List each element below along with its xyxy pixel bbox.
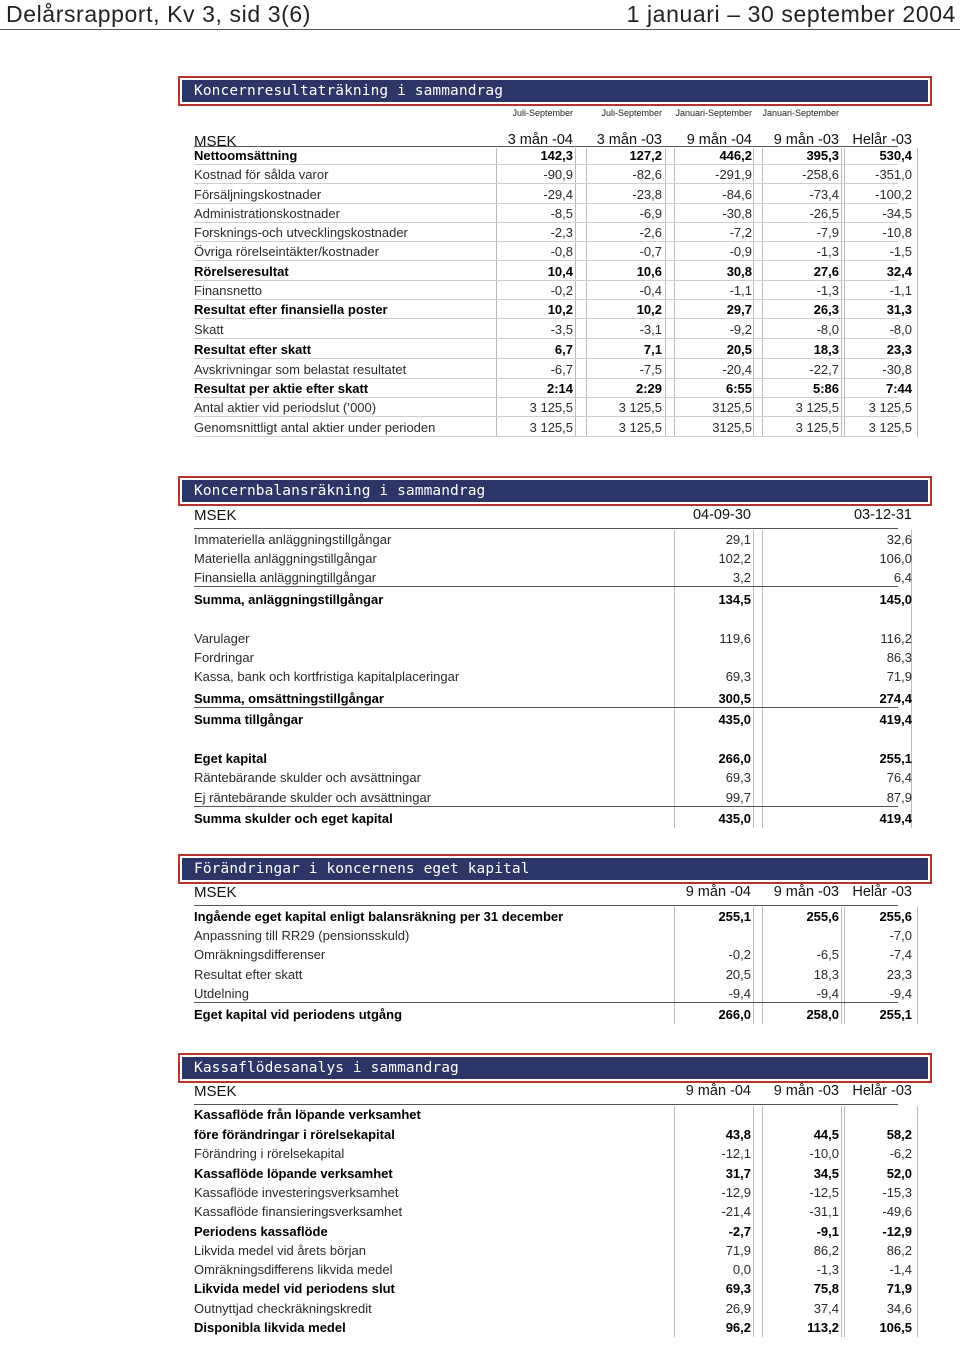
row-value: 6:55: [725, 381, 752, 396]
row-value: 69,3: [725, 770, 751, 785]
table-row: [194, 320, 912, 339]
row-label: Ingående eget kapital enligt balansräkning per 31 december: [194, 909, 564, 924]
row-value: -9,4: [816, 986, 839, 1001]
row-value: 274,4: [879, 691, 912, 706]
table-row: [194, 1318, 912, 1337]
row-value: -6,2: [889, 1146, 912, 1161]
row-label: Fordringar: [194, 650, 254, 665]
row-label: Utdelning: [194, 986, 249, 1001]
income-statement-title: Koncernresultaträkning i sammandrag: [180, 78, 930, 104]
row-value: 102,2: [718, 551, 751, 566]
table-row: [194, 926, 912, 945]
table-row: [194, 1222, 912, 1241]
row-label: Outnyttjad checkräkningskredit: [194, 1301, 372, 1316]
row-divider: [194, 338, 898, 339]
table-row: [194, 1183, 912, 1202]
row-label: Kassaflöde från löpande verksamhet: [194, 1107, 421, 1122]
row-value: 255,6: [806, 909, 839, 924]
row-label: Summa tillgångar: [194, 712, 304, 727]
table-row: [194, 281, 912, 300]
row-value: -8,0: [816, 322, 839, 337]
row-value: 395,3: [806, 148, 839, 163]
column-heading: Helår -03: [852, 884, 912, 900]
row-value: -0,4: [639, 283, 662, 298]
column-subheading: Januari-September: [762, 108, 839, 118]
row-label: Omräkningsdifferenser: [194, 947, 326, 962]
table-row: [194, 568, 912, 587]
row-label: Kassaflöde investeringsverksamhet: [194, 1185, 399, 1200]
row-value: 142,3: [540, 148, 573, 163]
row-value: 26,3: [813, 302, 839, 317]
table-row: [194, 1125, 912, 1144]
row-value: 266,0: [718, 1007, 751, 1022]
row-value: 3 125,5: [795, 400, 839, 415]
column-heading: 9 mån -04: [685, 884, 751, 900]
row-value: -34,5: [882, 206, 912, 221]
row-value: 255,1: [879, 751, 912, 766]
column-heading: Helår -03: [852, 1083, 912, 1099]
row-divider: [194, 806, 898, 807]
row-value: 258,0: [806, 1007, 839, 1022]
row-value: -6,7: [550, 362, 573, 377]
row-value: 6,7: [554, 342, 573, 357]
table-row: [194, 1005, 912, 1024]
row-value: 23,3: [886, 342, 912, 357]
balance-sheet-title: Koncernbalansräkning i sammandrag: [180, 478, 930, 504]
row-label: Eget kapital vid periodens utgång: [194, 1007, 403, 1022]
row-value: 10,2: [547, 302, 573, 317]
row-value: -291,9: [715, 167, 752, 182]
row-value: -0,7: [639, 244, 662, 259]
row-label: Summa skulder och eget kapital: [194, 811, 393, 826]
equity-changes-title: Förändringar i koncernens eget kapital: [180, 856, 930, 882]
row-value: 30,8: [726, 264, 752, 279]
row-value: 3 125,5: [529, 420, 573, 435]
row-value: -84,6: [722, 187, 752, 202]
unit-label: MSEK: [194, 133, 237, 150]
row-value: 3 125,5: [529, 400, 573, 415]
row-value: 71,9: [886, 669, 912, 684]
row-label: Avskrivningar som belastat resultatet: [194, 362, 407, 377]
row-value: -1,1: [729, 283, 752, 298]
row-value: 37,4: [813, 1301, 839, 1316]
row-value: -73,4: [809, 187, 839, 202]
column-heading: 9 mån -03: [773, 884, 839, 900]
table-row: [194, 223, 912, 242]
column-subheading: Juli-September: [601, 108, 662, 118]
table-row: [194, 749, 912, 768]
row-value: -12,9: [721, 1185, 751, 1200]
row-value: 106,5: [879, 1320, 912, 1335]
table-row: [194, 788, 912, 807]
row-value: -9,1: [816, 1224, 839, 1239]
unit-label: MSEK: [194, 1083, 237, 1100]
row-value: -10,8: [882, 225, 912, 240]
table-row: [194, 907, 912, 926]
row-value: 145,0: [879, 592, 912, 607]
row-value: -0,8: [550, 244, 573, 259]
row-value: 75,8: [813, 1281, 839, 1296]
column-heading: 3 mån -04: [507, 132, 573, 148]
row-value: 29,1: [725, 532, 751, 547]
row-divider: [194, 707, 898, 708]
table-row: [194, 165, 912, 184]
row-value: -2,7: [728, 1224, 751, 1239]
row-value: 34,5: [813, 1166, 839, 1181]
column-heading: 9 mån -04: [685, 1083, 751, 1099]
table-row: [194, 360, 912, 379]
row-label: Disponibla likvida medel: [194, 1320, 346, 1335]
row-value: -30,8: [882, 362, 912, 377]
row-value: 446,2: [719, 148, 752, 163]
row-value: 530,4: [879, 148, 912, 163]
row-value: 27,6: [813, 264, 839, 279]
row-value: 71,9: [886, 1281, 912, 1296]
header-divider: [194, 905, 898, 906]
row-label: Antal aktier vid periodslut (’000): [194, 400, 377, 415]
row-value: -12,9: [882, 1224, 912, 1239]
row-value: 31,3: [886, 302, 912, 317]
row-value: 43,8: [725, 1127, 751, 1142]
column-heading: 3 mån -03: [596, 132, 662, 148]
table-row: [194, 710, 912, 729]
row-value: 0,0: [732, 1262, 751, 1277]
column-subheading: Januari-September: [675, 108, 752, 118]
row-value: 3 125,5: [618, 420, 662, 435]
row-value: 20,5: [725, 967, 751, 982]
row-value: 58,2: [886, 1127, 912, 1142]
table-row: [194, 629, 912, 648]
table-row: [194, 945, 912, 964]
row-label: Likvida medel vid årets början: [194, 1243, 366, 1258]
row-value: 18,3: [813, 967, 839, 982]
row-value: 71,9: [725, 1243, 751, 1258]
row-value: 419,4: [879, 811, 912, 826]
row-label: Finansnetto: [194, 283, 262, 298]
row-value: -10,0: [809, 1146, 839, 1161]
row-label: Forsknings-och utvecklingskostnader: [194, 225, 408, 240]
table-row: [194, 809, 912, 828]
row-value: 86,3: [886, 650, 912, 665]
row-value: 127,2: [629, 148, 662, 163]
row-value: -7,4: [889, 947, 912, 962]
row-value: 3 125,5: [795, 420, 839, 435]
row-value: 134,5: [718, 592, 751, 607]
row-value: -1,1: [889, 283, 912, 298]
table-row: [194, 1279, 912, 1298]
row-value: 3,2: [732, 570, 751, 585]
row-label: Resultat efter finansiella poster: [194, 302, 388, 317]
income-statement-section: [180, 78, 930, 458]
row-label: Summa, omsättningstillgångar: [194, 691, 384, 706]
row-value: 3 125,5: [868, 420, 912, 435]
row-label: Resultat per aktie efter skatt: [194, 381, 369, 396]
row-value: 3 125,5: [868, 400, 912, 415]
row-value: 26,9: [725, 1301, 751, 1316]
row-value: -7,0: [889, 928, 912, 943]
report-period: 1 januari – 30 september 2004: [626, 1, 956, 27]
row-value: 69,3: [725, 669, 751, 684]
row-value: 23,3: [886, 967, 912, 982]
column-heading: 04-09-30: [692, 507, 751, 523]
row-label: Materiella anläggningstillgångar: [194, 551, 377, 566]
row-label: Kassaflöde löpande verksamhet: [194, 1166, 393, 1181]
table-row: [194, 1105, 898, 1124]
row-value: 119,6: [719, 631, 751, 646]
row-value: 3 125,5: [618, 400, 662, 415]
table-row: [194, 418, 912, 437]
row-value: -7,5: [639, 362, 662, 377]
row-label: Räntebärande skulder och avsättningar: [194, 770, 421, 785]
row-value: -49,6: [882, 1204, 912, 1219]
row-divider: [194, 318, 898, 319]
table-row: [194, 689, 912, 708]
row-value: 86,2: [813, 1243, 839, 1258]
table-row: [194, 667, 912, 686]
table-row: [194, 1241, 912, 1260]
row-value: -21,4: [721, 1204, 751, 1219]
row-value: -9,4: [728, 986, 751, 1001]
row-value: 87,9: [886, 790, 912, 805]
table-row: [194, 262, 912, 281]
row-label: Likvida medel vid periodens slut: [194, 1281, 395, 1296]
row-label: Anpassning till RR29 (pensionsskuld): [194, 928, 410, 943]
table-row: [194, 965, 912, 984]
row-value: 3125,5: [712, 400, 752, 415]
row-divider: [194, 586, 898, 587]
row-value: -1,3: [816, 244, 839, 259]
row-value: -1,3: [816, 283, 839, 298]
row-value: 3125,5: [712, 420, 752, 435]
row-value: -2,3: [550, 225, 573, 240]
unit-label: MSEK: [194, 884, 237, 901]
row-value: 255,1: [718, 909, 751, 924]
equity-changes-section: [180, 856, 930, 1036]
row-value: 266,0: [718, 751, 751, 766]
row-label: Förändring i rörelsekapital: [194, 1146, 345, 1161]
cashflow-section: [180, 1055, 930, 1345]
row-label: Nettoomsättning: [194, 148, 298, 163]
table-row: [194, 300, 912, 319]
row-label: Försäljningskostnader: [194, 187, 322, 202]
row-value: -1,4: [889, 1262, 912, 1277]
row-label: Kassa, bank och kortfristiga kapitalplaceringar: [194, 669, 460, 684]
row-value: -3,5: [550, 322, 573, 337]
row-value: 34,6: [886, 1301, 912, 1316]
table-row: [194, 984, 912, 1003]
row-divider: [194, 436, 898, 437]
row-value: 18,3: [813, 342, 839, 357]
row-value: -0,2: [550, 283, 573, 298]
row-value: 76,4: [886, 770, 912, 785]
row-value: 106,0: [879, 551, 912, 566]
row-value: -31,1: [809, 1204, 839, 1219]
table-row: [194, 1202, 912, 1221]
column-heading: 9 mån -03: [773, 1083, 839, 1099]
table-header: [194, 1081, 912, 1104]
column-subheading: Juli-September: [512, 108, 573, 118]
row-value: 2:14: [546, 381, 573, 396]
row-divider: [194, 416, 898, 417]
row-value: -7,2: [729, 225, 752, 240]
row-value: 32,4: [886, 264, 912, 279]
row-value: 255,1: [879, 1007, 912, 1022]
row-label: Genomsnittligt antal aktier under perioden: [194, 420, 436, 435]
row-value: -6,5: [816, 947, 839, 962]
row-divider: [194, 1002, 898, 1003]
row-value: 96,2: [725, 1320, 751, 1335]
row-value: 29,7: [726, 302, 752, 317]
row-value: -0,9: [729, 244, 752, 259]
row-value: -351,0: [875, 167, 912, 182]
row-value: 255,6: [879, 909, 912, 924]
cashflow-title: Kassaflödesanalys i sammandrag: [180, 1055, 930, 1081]
row-value: -12,5: [809, 1185, 839, 1200]
table-header: [194, 108, 912, 150]
row-value: 10,6: [636, 264, 662, 279]
row-value: -15,3: [882, 1185, 912, 1200]
row-value: -23,8: [632, 187, 662, 202]
column-heading: 9 mån -04: [686, 132, 752, 148]
row-value: 435,0: [718, 712, 751, 727]
row-value: -3,1: [639, 322, 662, 337]
table-row: [194, 530, 912, 549]
row-value: -8,0: [889, 322, 912, 337]
row-value: 10,4: [547, 264, 573, 279]
column-heading: 9 mån -03: [773, 132, 839, 148]
row-value: 300,5: [718, 691, 751, 706]
row-value: -20,4: [722, 362, 752, 377]
row-value: -9,2: [729, 322, 752, 337]
row-value: -12,1: [721, 1146, 751, 1161]
row-value: 116,2: [880, 631, 912, 646]
row-value: 5:86: [812, 381, 839, 396]
row-label: Skatt: [194, 322, 224, 337]
row-value: 6,4: [893, 570, 912, 585]
page-header: [0, 0, 960, 30]
row-label: Periodens kassaflöde: [194, 1224, 328, 1239]
row-value: -26,5: [809, 206, 839, 221]
row-value: -30,8: [722, 206, 752, 221]
table-row: [194, 1164, 912, 1183]
row-value: 7:44: [885, 381, 912, 396]
row-label: före förändringar i rörelsekapital: [194, 1127, 395, 1142]
row-label: Resultat efter skatt: [194, 967, 303, 982]
row-value: -6,9: [639, 206, 662, 221]
table-row: [194, 146, 912, 165]
row-label: Kassaflöde finansieringsverksamhet: [194, 1204, 403, 1219]
report-title: Delårsrapport, Kv 3, sid 3(6): [6, 1, 312, 27]
table-row: [194, 648, 912, 667]
row-label: Övriga rörelseintäkter/kostnader: [194, 244, 379, 259]
row-divider: [194, 358, 898, 359]
column-heading: 03-12-31: [853, 507, 912, 523]
column-heading: Helår -03: [852, 132, 912, 148]
row-value: -100,2: [875, 187, 912, 202]
row-value: 44,5: [813, 1127, 839, 1142]
table-row: [194, 768, 912, 787]
row-value: 20,5: [726, 342, 752, 357]
row-value: -22,7: [809, 362, 839, 377]
row-value: 31,7: [725, 1166, 751, 1181]
row-value: -7,9: [816, 225, 839, 240]
row-value: 10,2: [636, 302, 662, 317]
row-value: 2:29: [635, 381, 662, 396]
table-row: [194, 242, 912, 261]
row-label: Administrationskostnader: [194, 206, 340, 221]
header-divider: [194, 528, 898, 529]
row-value: -29,4: [543, 187, 573, 202]
table-header: [194, 505, 912, 528]
row-value: 7,1: [643, 342, 662, 357]
row-value: -2,6: [639, 225, 662, 240]
table-row: [194, 549, 912, 568]
row-value: -0,2: [728, 947, 751, 962]
row-label: Omräkningsdifferens likvida medel: [194, 1262, 393, 1277]
table-row: [194, 204, 912, 223]
row-value: 52,0: [886, 1166, 912, 1181]
table-row: [194, 590, 912, 609]
table-row: [194, 379, 912, 398]
row-divider: [194, 260, 898, 261]
row-label: Ej räntebärande skulder och avsättningar: [194, 790, 432, 805]
balance-sheet-section: [180, 478, 930, 838]
row-value: -8,5: [550, 206, 573, 221]
row-divider: [194, 183, 898, 184]
row-value: 86,2: [886, 1243, 912, 1258]
row-label: Resultat efter skatt: [194, 342, 312, 357]
row-value: 32,6: [886, 532, 912, 547]
row-label: Varulager: [194, 631, 250, 646]
table-row: [194, 185, 912, 204]
row-value: -1,3: [816, 1262, 839, 1277]
table-row: [194, 1260, 912, 1279]
row-label: Immateriella anläggningstillgångar: [194, 532, 392, 547]
table-row: [194, 398, 912, 417]
row-value: -9,4: [889, 986, 912, 1001]
row-value: -258,6: [802, 167, 839, 182]
unit-label: MSEK: [194, 507, 237, 524]
row-label: Finansiella anläggningtillgångar: [194, 570, 377, 585]
row-value: -82,6: [632, 167, 662, 182]
row-label: Eget kapital: [194, 751, 267, 766]
table-row: [194, 1299, 912, 1318]
table-row: [194, 1144, 912, 1163]
table-row: [194, 340, 912, 359]
row-label: Rörelseresultat: [194, 264, 289, 279]
row-value: 419,4: [879, 712, 912, 727]
row-value: -1,5: [889, 244, 912, 259]
row-label: Kostnad för sålda varor: [194, 167, 329, 182]
row-value: 113,2: [807, 1320, 839, 1335]
row-label: Summa, anläggningstillgångar: [194, 592, 384, 607]
row-value: -90,9: [543, 167, 573, 182]
row-value: 435,0: [718, 811, 751, 826]
table-header: [194, 882, 912, 905]
row-value: 69,3: [725, 1281, 751, 1296]
row-value: 99,7: [725, 790, 751, 805]
